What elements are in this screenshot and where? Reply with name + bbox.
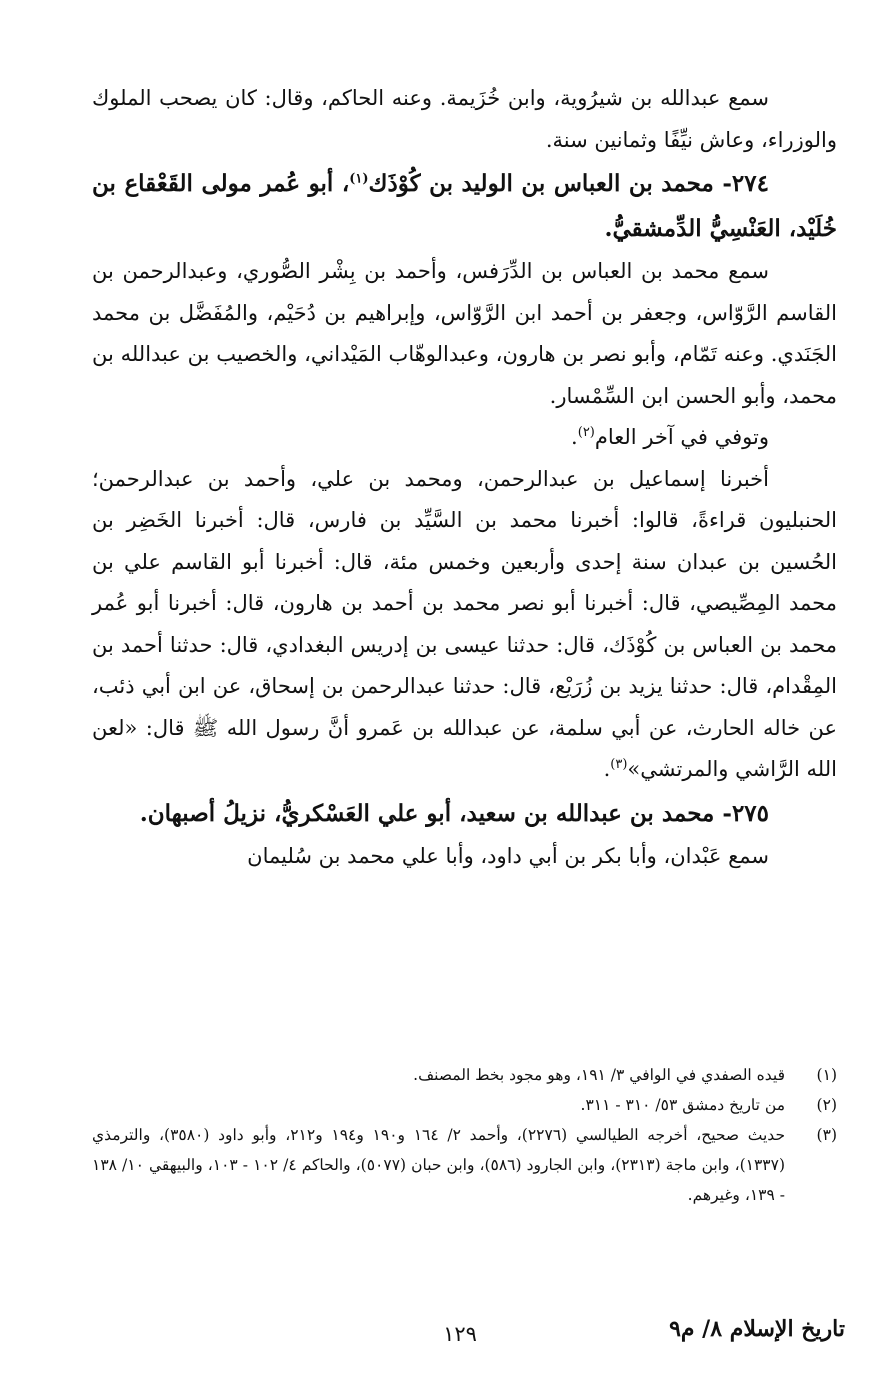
entry-number-274: ٢٧٤-: [722, 170, 769, 197]
footnote-text: قيده الصفدي في الوافي ٣/ ١٩١، وهو مجود بخط المصنف.: [413, 1066, 785, 1084]
paragraph-4-end: .: [603, 757, 611, 781]
paragraph-5: سمع عَبْدان، وأبا بكر بن أبي داود، وأبا علي محمد بن سُليمان: [247, 843, 769, 868]
paragraph-3-end: .: [571, 425, 578, 449]
paragraph-2: سمع محمد بن العباس بن الدِّرَفس، وأحمد بن بِشْر الصُّوري، وعبدالرحمن بن القاسم الرَّوّاس، وجعفر بن أحمد ابن الرَّوّاس، وإبراهيم بن دُحَيْم، والمُفَضَّل بن محمد الجَنَدي. وعنه تَمّام، وأبو نصر بن هارون، وعبدالوهّاب المَيْداني، والخصيب بن عبدالله بن محمد، وأبو الحسن ابن السِّمْسار.: [92, 259, 837, 408]
paragraph-3-text: وتوفي في آخر العام: [594, 425, 769, 449]
footnote-number: (١): [816, 1066, 837, 1084]
footnote-ref-1[interactable]: (١): [349, 171, 369, 187]
footnotes: [92, 1060, 837, 1210]
paragraph-3: [92, 417, 837, 459]
footnote-text: حديث صحيح، أخرجه الطيالسي (٢٢٧٦)، وأحمد ٢/ ١٦٤ و١٩٠ و١٩٤ و٢١٢، وأبو داود (٣٥٨٠)، والترمذي (١٣٣٧)، وابن ماجة (٢٣١٣)، وابن الجارود (٥٨٦)، وابن حبان (٥٠٧٧)، والحاكم ٤/ ١٠٢ - ١٠٣، والبيهقي ١٠/ ١٣٨ - ١٣٩، وغيرهم.: [92, 1126, 786, 1204]
paragraph-4: [92, 459, 837, 791]
footnote-ref-3[interactable]: (٣): [610, 757, 628, 772]
main-text: [92, 78, 837, 877]
entry-rest-274: ، أبو عُمر مولى القَعْقاع بن خُلَيْد، العَنْسِيُّ الدِّمشقيُّ.: [92, 170, 837, 242]
footnote-1: [92, 1060, 837, 1090]
entry-heading-274: [92, 161, 837, 251]
footnote-text: من تاريخ دمشق ٥٣/ ٣١٠ - ٣١١.: [580, 1096, 785, 1114]
footnote-number: (٣): [816, 1126, 837, 1144]
paragraph-1: سمع عبدالله بن شيرُوية، وابن خُزَيمة. وعنه الحاكم، وقال: كان يصحب الملوك والوزراء، وعاش نيِّفًا وثمانين سنة.: [92, 86, 837, 152]
entry-heading-275: [92, 791, 837, 836]
running-title: تاريخ الإسلام ٨/ م٩: [669, 1316, 845, 1342]
footnote-2: [92, 1090, 837, 1120]
footnote-3: [92, 1120, 837, 1210]
paragraph-4-text: أخبرنا إسماعيل بن عبدالرحمن، ومحمد بن علي، وأحمد بن عبدالرحمن؛ الحنبليون قراءةً، قالوا: أخبرنا محمد بن السَّيِّد بن فارس، قال: أخبرنا الخَضِر بن الحُسين بن عبدان سنة إحدى وأربعين وخمس مئة، قال: أخبرنا أبو القاسم علي بن محمد المِصِّيصي، قال: أخبرنا أبو نصر محمد بن أحمد بن هارون، قال: أخبرنا أبو عُمر محمد بن العباس بن كُوْذَك، قال: حدثنا عيسى بن إدريس البغدادي، قال: حدثنا أحمد بن المِقْدام، قال: حدثنا يزيد بن زُرَيْع، قال: حدثنا عبدالرحمن بن إسحاق، عن ابن أبي ذئب، عن خاله الحارث، عن أبي سلمة، عن عبدالله بن عَمرو أنَّ رسول الله ﷺ قال: «لعن الله الرَّاشي والمرتشي»: [92, 466, 837, 781]
footnote-number: (٢): [816, 1096, 837, 1114]
entry-text-275: محمد بن عبدالله بن سعيد، أبو علي العَسْكريُّ، نزيلُ أصبهان.: [139, 799, 715, 827]
entry-number-275: ٢٧٥-: [722, 799, 769, 827]
footnote-ref-2[interactable]: (٢): [577, 425, 595, 440]
page-number: ١٢٩: [443, 1322, 477, 1346]
entry-name-274: محمد بن العباس بن الوليد بن كُوْذَك: [368, 170, 714, 197]
